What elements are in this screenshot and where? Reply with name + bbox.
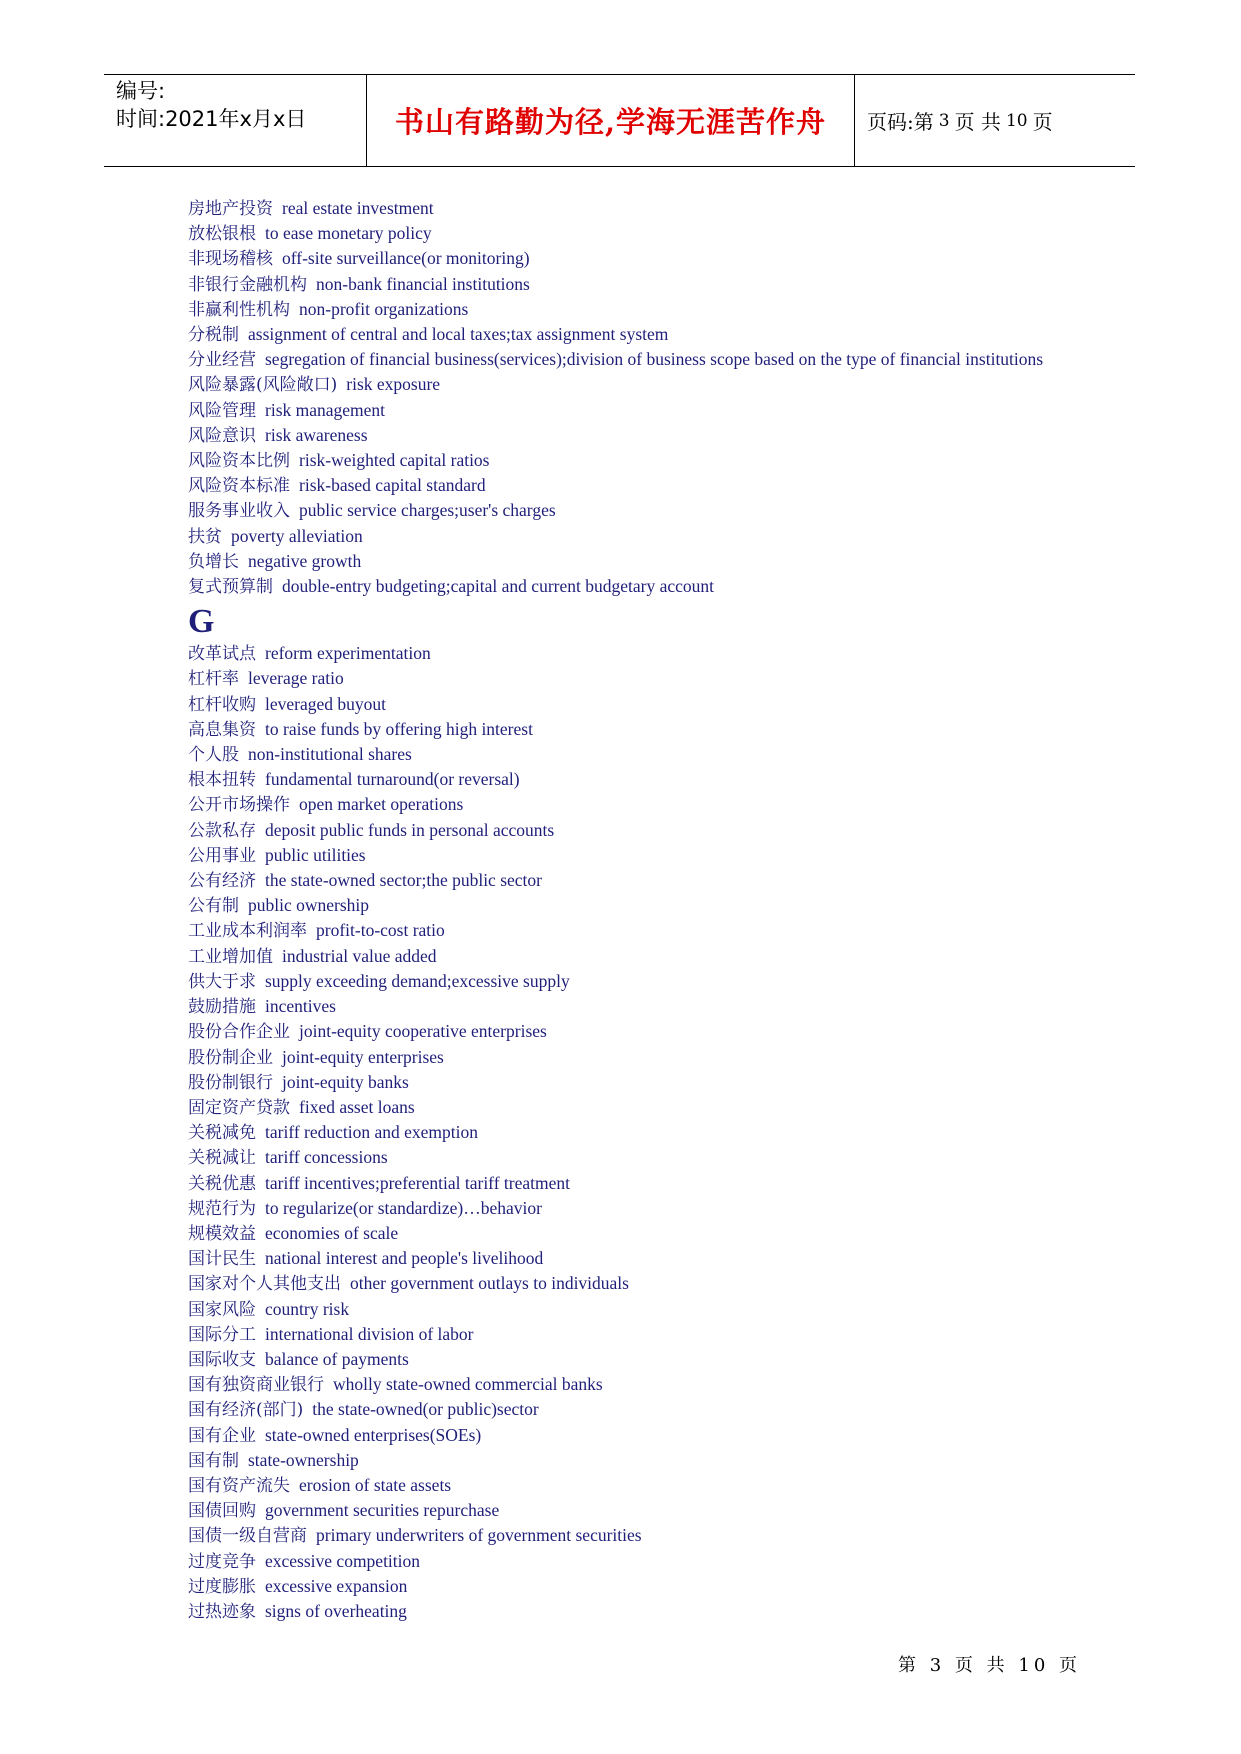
term-chinese: 公款私存 xyxy=(188,820,256,841)
term-english: to raise funds by offering high interest xyxy=(265,718,533,739)
glossary-entry xyxy=(188,246,1068,271)
term-english: incentives xyxy=(265,996,336,1017)
term-chinese: 公用事业 xyxy=(188,845,256,866)
term-chinese: 国际分工 xyxy=(188,1324,256,1345)
term-english: risk management xyxy=(265,399,386,420)
term-english: reform experimentation xyxy=(265,643,431,664)
glossary-entry xyxy=(188,372,1068,397)
term-chinese: 风险意识 xyxy=(188,425,256,446)
term-chinese: 服务事业收入 xyxy=(188,501,290,522)
footer-prefix: 第 xyxy=(898,1655,920,1676)
term-english: industrial value added xyxy=(282,945,437,966)
term-english: public ownership xyxy=(248,895,370,916)
term-chinese: 规模效益 xyxy=(188,1223,256,1244)
header-page-total: 10 xyxy=(1005,110,1028,131)
glossary-entry xyxy=(188,692,1068,717)
glossary-entry xyxy=(188,843,1068,868)
glossary-entry xyxy=(188,918,1068,943)
term-chinese: 负增长 xyxy=(188,551,239,572)
term-chinese: 过度竞争 xyxy=(188,1551,256,1572)
term-chinese: 分业经营 xyxy=(188,350,256,371)
glossary-entry xyxy=(188,1347,1068,1372)
term-chinese: 工业增加值 xyxy=(188,946,273,967)
term-chinese: 国计民生 xyxy=(188,1249,256,1270)
term-english: segregation of financial business(services);division of business scope based on the type of financial institutions xyxy=(265,349,1044,370)
term-english: negative growth xyxy=(248,550,362,571)
term-chinese: 扶贫 xyxy=(188,526,222,547)
term-english: balance of payments xyxy=(265,1348,409,1369)
term-english: profit-to-cost ratio xyxy=(316,920,445,941)
term-english: the state-owned sector;the public sector xyxy=(265,870,542,891)
term-english: state-owned enterprises(SOEs) xyxy=(265,1424,482,1445)
term-chinese: 供大于求 xyxy=(188,971,256,992)
term-chinese: 个人股 xyxy=(188,745,239,766)
glossary-entry xyxy=(188,423,1068,448)
term-english: signs of overheating xyxy=(265,1600,407,1621)
term-english: government securities repurchase xyxy=(265,1500,500,1521)
glossary-entry xyxy=(188,1574,1068,1599)
term-english: excessive expansion xyxy=(265,1575,408,1596)
term-english: excessive competition xyxy=(265,1550,421,1571)
term-english: risk awareness xyxy=(265,424,368,445)
glossary-entry xyxy=(188,1045,1068,1070)
term-chinese: 过热迹象 xyxy=(188,1601,256,1622)
footer-suffix: 页 xyxy=(1059,1655,1082,1676)
term-english: state-ownership xyxy=(248,1449,359,1470)
term-chinese: 股份制银行 xyxy=(188,1072,273,1093)
header-page-current: 3 xyxy=(938,110,950,131)
term-english: non-profit organizations xyxy=(299,298,469,319)
term-english: to ease monetary policy xyxy=(265,223,432,244)
glossary-entry xyxy=(188,792,1068,817)
term-english: leverage ratio xyxy=(248,668,344,689)
term-chinese: 国际收支 xyxy=(188,1349,256,1370)
footer-current-page: 3 xyxy=(929,1655,946,1676)
term-chinese: 过度膨胀 xyxy=(188,1576,256,1597)
term-english: risk-based capital standard xyxy=(299,475,486,496)
term-chinese: 风险资本标准 xyxy=(188,476,290,497)
term-english: primary underwriters of government securities xyxy=(316,1525,642,1546)
term-english: economies of scale xyxy=(265,1222,399,1243)
glossary-entry xyxy=(188,398,1068,423)
term-chinese: 改革试点 xyxy=(188,644,256,665)
glossary-entry xyxy=(188,498,1068,523)
term-english: fixed asset loans xyxy=(299,1096,415,1117)
term-chinese: 杠杆收购 xyxy=(188,694,256,715)
glossary-entry xyxy=(188,1171,1068,1196)
term-chinese: 风险管理 xyxy=(188,400,256,421)
term-chinese: 国有独资商业银行 xyxy=(188,1375,324,1396)
term-english: national interest and people's livelihood xyxy=(265,1248,544,1269)
term-english: non-bank financial institutions xyxy=(316,273,530,294)
term-english: joint-equity cooperative enterprises xyxy=(299,1021,547,1042)
glossary-entry xyxy=(188,221,1068,246)
term-chinese: 规范行为 xyxy=(188,1198,256,1219)
term-chinese: 股份制企业 xyxy=(188,1047,273,1068)
glossary-entry xyxy=(188,893,1068,918)
term-english: other government outlays to individuals xyxy=(350,1273,629,1294)
term-english: country risk xyxy=(265,1298,350,1319)
term-chinese: 国债回购 xyxy=(188,1501,256,1522)
glossary-entry xyxy=(188,1523,1068,1548)
header-motto: 书山有路勤为径,学海无涯苦作舟 xyxy=(366,75,855,166)
term-english: tariff reduction and exemption xyxy=(265,1122,479,1143)
term-english: to regularize(or standardize)…behavior xyxy=(265,1197,542,1218)
document-number-label: 编号: xyxy=(116,79,166,103)
document-date-label: 时间:2021年x月x日 xyxy=(116,107,307,131)
term-english: assignment of central and local taxes;tax assignment system xyxy=(248,324,669,345)
glossary-entry xyxy=(188,448,1068,473)
term-chinese: 关税减让 xyxy=(188,1148,256,1169)
term-english: tariff incentives;preferential tariff treatment xyxy=(265,1172,570,1193)
glossary-entry xyxy=(188,994,1068,1019)
term-chinese: 高息集资 xyxy=(188,719,256,740)
term-chinese: 工业成本利润率 xyxy=(188,921,307,942)
glossary-entry xyxy=(188,549,1068,574)
glossary-entry xyxy=(188,1221,1068,1246)
glossary-entry xyxy=(188,1246,1068,1271)
glossary-entry xyxy=(188,1019,1068,1044)
glossary-entry xyxy=(188,322,1068,347)
term-chinese: 风险资本比例 xyxy=(188,451,290,472)
term-chinese: 公开市场操作 xyxy=(188,795,290,816)
glossary-entry xyxy=(188,1271,1068,1296)
term-english: public service charges;user's charges xyxy=(299,500,556,521)
glossary-entry xyxy=(188,473,1068,498)
term-chinese: 国有资产流失 xyxy=(188,1475,290,1496)
term-english: supply exceeding demand;excessive supply xyxy=(265,970,570,991)
term-english: the state-owned(or public)sector xyxy=(312,1399,539,1420)
term-chinese: 公有制 xyxy=(188,896,239,917)
glossary-entry xyxy=(188,1120,1068,1145)
glossary-entry xyxy=(188,1599,1068,1624)
term-english: joint-equity enterprises xyxy=(282,1046,444,1067)
term-english: erosion of state assets xyxy=(299,1474,452,1495)
term-chinese: 固定资产贷款 xyxy=(188,1097,290,1118)
term-chinese: 房地产投资 xyxy=(188,199,273,219)
term-english: double-entry budgeting;capital and current budgetary account xyxy=(282,576,714,597)
term-chinese: 分税制 xyxy=(188,325,239,346)
term-chinese: 公有经济 xyxy=(188,871,256,892)
term-english: tariff concessions xyxy=(265,1147,388,1168)
term-chinese: 国债一级自营商 xyxy=(188,1526,307,1547)
glossary-entry xyxy=(188,1397,1068,1422)
header-page-mid: 页 共 xyxy=(954,110,1001,134)
glossary-entry xyxy=(188,347,1068,372)
glossary-entry xyxy=(188,1498,1068,1523)
glossary-entry xyxy=(188,818,1068,843)
glossary-entry xyxy=(188,272,1068,297)
term-chinese: 非银行金融机构 xyxy=(188,274,307,295)
glossary-entry xyxy=(188,1448,1068,1473)
term-chinese: 放松银根 xyxy=(188,224,256,245)
page-footer xyxy=(898,1651,1081,1677)
term-english: fundamental turnaround(or reversal) xyxy=(265,769,520,790)
glossary-entry xyxy=(188,1549,1068,1574)
term-chinese: 国有经济(部门) xyxy=(188,1400,304,1421)
term-chinese: 非现场稽核 xyxy=(188,249,273,270)
term-chinese: 风险暴露(风险敞口) xyxy=(188,375,338,396)
glossary-entry xyxy=(188,742,1068,767)
term-english: real estate investment xyxy=(282,198,434,218)
term-english: joint-equity banks xyxy=(282,1071,409,1092)
glossary-entry xyxy=(188,868,1068,893)
glossary-entry xyxy=(188,1297,1068,1322)
term-english: international division of labor xyxy=(265,1323,474,1344)
term-chinese: 鼓励措施 xyxy=(188,997,256,1018)
glossary-entry xyxy=(188,1196,1068,1221)
term-chinese: 国家风险 xyxy=(188,1299,256,1320)
term-english: public utilities xyxy=(265,844,366,865)
term-english: non-institutional shares xyxy=(248,744,412,765)
term-english: deposit public funds in personal accounts xyxy=(265,819,555,840)
glossary-list xyxy=(188,196,1068,1624)
glossary-entry xyxy=(188,1095,1068,1120)
glossary-entry xyxy=(188,1322,1068,1347)
term-chinese: 非赢利性机构 xyxy=(188,299,290,320)
term-english: open market operations xyxy=(299,794,464,815)
glossary-entry xyxy=(188,767,1068,792)
term-english: poverty alleviation xyxy=(231,525,363,546)
glossary-entry xyxy=(188,524,1068,549)
glossary-entry xyxy=(188,717,1068,742)
term-chinese: 国有制 xyxy=(188,1450,239,1471)
term-english: leveraged buyout xyxy=(265,693,386,714)
glossary-entry xyxy=(188,1423,1068,1448)
glossary-entry xyxy=(188,944,1068,969)
glossary-entry xyxy=(188,1372,1068,1397)
glossary-entry xyxy=(188,641,1068,666)
term-chinese: 杠杆率 xyxy=(188,669,239,690)
glossary-entry xyxy=(188,574,1068,599)
term-chinese: 复式预算制 xyxy=(188,577,273,598)
term-chinese: 关税优惠 xyxy=(188,1173,256,1194)
glossary-entry xyxy=(188,196,1068,221)
header-page-indicator xyxy=(855,75,1135,166)
term-chinese: 国有企业 xyxy=(188,1425,256,1446)
term-english: off-site surveillance(or monitoring) xyxy=(282,248,530,269)
term-chinese: 股份合作企业 xyxy=(188,1022,290,1043)
section-letter-heading: G xyxy=(188,603,215,641)
header-page-prefix: 页码:第 xyxy=(867,110,934,134)
term-chinese: 根本扭转 xyxy=(188,770,256,791)
header-info-cell xyxy=(104,75,366,166)
glossary-entry xyxy=(188,1473,1068,1498)
glossary-entry xyxy=(188,969,1068,994)
page-header xyxy=(104,74,1135,167)
footer-mid: 页 共 xyxy=(954,1655,1009,1676)
footer-total-pages: 10 xyxy=(1018,1655,1050,1676)
term-english: risk exposure xyxy=(346,374,441,395)
term-chinese: 国家对个人其他支出 xyxy=(188,1274,341,1295)
glossary-entry xyxy=(188,297,1068,322)
term-english: risk-weighted capital ratios xyxy=(299,450,490,471)
glossary-entry xyxy=(188,1070,1068,1095)
term-chinese: 关税减免 xyxy=(188,1123,256,1144)
glossary-entry xyxy=(188,666,1068,691)
header-page-suffix: 页 xyxy=(1032,110,1053,134)
glossary-entry xyxy=(188,1145,1068,1170)
term-english: wholly state-owned commercial banks xyxy=(333,1374,603,1395)
